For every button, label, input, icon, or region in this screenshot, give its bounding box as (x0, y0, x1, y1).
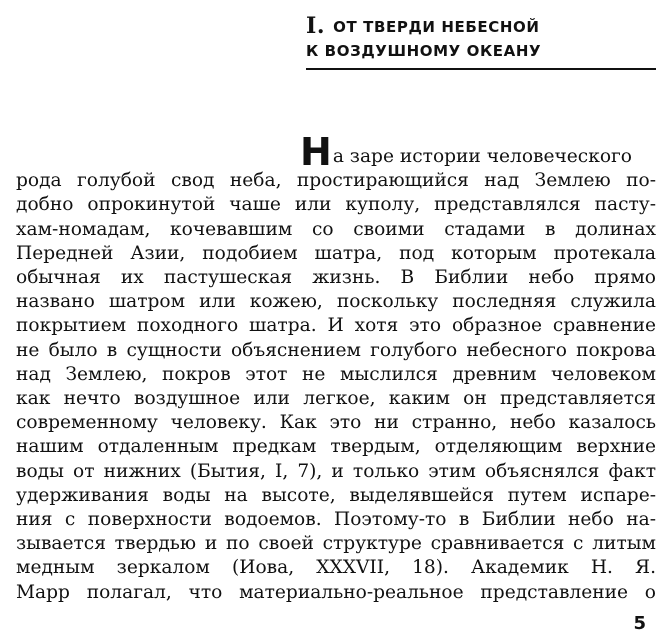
header-rule (306, 68, 656, 70)
chapter-title-line-1 (306, 14, 656, 39)
paragraph-line: современному человеку. Как это ни странно, небо казалось (16, 412, 656, 434)
page-number: 5 (633, 613, 646, 634)
paragraph-line: нашим отдаленным предкам твердым, отделяющим верхние (16, 436, 656, 458)
paragraph-line: хам-номадам, кочевавшим со своими стадами в долинах (16, 218, 656, 240)
paragraph-line: воды от нижних (Бытия, I, 7), и только этим объяснялся факт (16, 460, 656, 482)
paragraph-line: как нечто воздушное или легкое, каким он представляется (16, 388, 656, 410)
paragraph-line: Марр полагал, что материально-реальное представление о (16, 581, 656, 603)
paragraph-line: зывается твердью и по своей структуре сравнивается с литым (16, 533, 656, 555)
chapter-numeral: I. (306, 13, 326, 39)
chapter-header (306, 14, 656, 70)
paragraph-first-line (16, 130, 656, 174)
paragraph-line: Передней Азии, подобием шатра, под которым протекала (16, 242, 656, 264)
chapter-title-text-1: ОТ ТВЕРДИ НЕБЕСНОЙ (333, 18, 540, 36)
drop-cap: Н (300, 130, 332, 174)
paragraph-line: над Землею, покров этот не мыслился древним человеком (16, 363, 656, 385)
chapter-title-line-2: К ВОЗДУШНОМУ ОКЕАНУ (306, 42, 542, 60)
paragraph-line: удерживания воды на высоте, выделявшейся путем испаре- (16, 484, 656, 506)
paragraph-line: ния с поверхности водоемов. Поэтому-то в Библии небо на- (16, 509, 656, 531)
paragraph-line: медным зеркалом (Иова, XXXVII, 18). Академик Н. Я. (16, 557, 656, 579)
paragraph-line: добно опрокинутой чаше или куполу, представлялся пасту- (16, 194, 656, 216)
paragraph-line: обычная их пастушеская жизнь. В Библии небо прямо (16, 267, 656, 289)
paragraph-line: а заре истории человеческого (332, 146, 632, 167)
paragraph-line: не было в сущности объяснением голубого небесного покрова (16, 339, 656, 361)
paragraph-line: покрытием походного шатра. И хотя это образное сравнение (16, 315, 656, 337)
paragraph-line: названо шатром или кожею, поскольку последняя служила (16, 291, 656, 313)
paragraph-line: рода голубой свод неба, простирающийся над Землею по- (16, 170, 656, 192)
body-paragraph (16, 130, 656, 605)
